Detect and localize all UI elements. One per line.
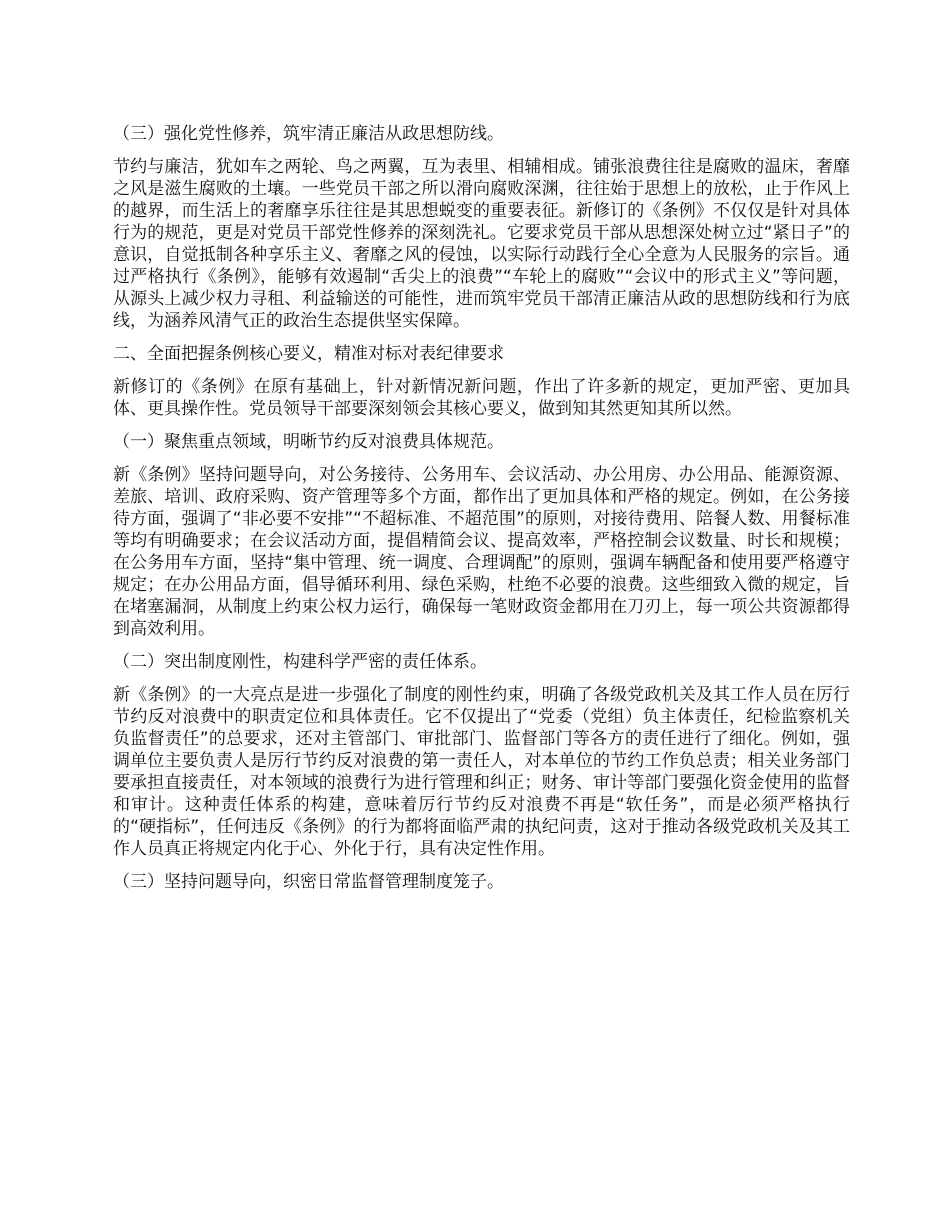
document-page: [113, 123, 850, 904]
paragraph-key-areas-details: 新《条例》坚持问题导向，对公务接待、公务用车、会议活动、办公用房、办公用品、能源资源、差旅、培训、政府采购、资产管理等多个方面，都作出了更加具体和严格的规定。例如，在公务接待方面，强调了“非必要不安排”“不超标准、不超范围”的原则，对接待费用、陪餐人数、用餐标准等均有明确要求；在会议活动方面，提倡精简会议、提高效率，严格控制会议数量、时长和规模；在公务用车方面，坚持“集中管理、统一调度、合理调配”的原则，强调车辆配备和使用要严格遵守规定；在办公用品方面，倡导循环利用、绿色采购，杜绝不必要的浪费。这些细致入微的规定，旨在堵塞漏洞，从制度上约束公权力运行，确保每一笔财政资金都用在刀刃上，每一项公共资源都得到高效利用。: [113, 465, 850, 639]
paragraph-thrift-and-integrity: 节约与廉洁，犹如车之两轮、鸟之两翼，互为表里、相辅相成。铺张浪费往往是腐败的温床，奢靡之风是滋生腐败的土壤。一些党员干部之所以滑向腐败深渊，往往始于思想上的放松，止于作风上的越界，而生活上的奢靡享乐往往是其思想蜕变的重要表征。新修订的《条例》不仅仅是针对具体行为的规范，更是对党员干部党性修养的深刻洗礼。它要求党员干部从思想深处树立过“紧日子”的意识，自觉抵制各种享乐主义、奢靡之风的侵蚀，以实际行动践行全心全意为人民服务的宗旨。通过严格执行《条例》，能够有效遏制“舌尖上的浪费”“车轮上的腐败”“会议中的形式主义”等问题，从源头上减少权力寻租、利益输送的可能性，进而筑牢党员干部清正廉洁从政的思想防线和行为底线，为涵养风清气正的政治生态提供坚实保障。: [113, 157, 850, 331]
section-heading-responsibility-system: （二）突出制度刚性，构建科学严密的责任体系。: [113, 652, 487, 672]
section-heading-core-essence: 二、全面把握条例核心要义，精准对标对表纪律要求: [113, 344, 504, 364]
paragraph-new-regulations-intro: 新修订的《条例》在原有基础上，针对新情况新问题，作出了许多新的规定，更加严密、更加具体、更具操作性。党员领导干部要深刻领会其核心要义，做到知其然更知其所以然。: [113, 377, 850, 419]
paragraph-responsibility-details: 新《条例》的一大亮点是进一步强化了制度的刚性约束，明确了各级党政机关及其工作人员在厉行节约反对浪费中的职责定位和具体责任。它不仅提出了“党委（党组）负主体责任，纪检监察机关负监督责任”的总要求，还对主管部门、审批部门、监督部门等各方的责任进行了细化。例如，强调单位主要负责人是厉行节约反对浪费的第一责任人，对本单位的节约工作负总责；相关业务部门要承担直接责任，对本领域的浪费行为进行管理和纠正；财务、审计等部门要强化资金使用的监督和审计。这种责任体系的构建，意味着厉行节约反对浪费不再是“软任务”，而是必须严格执行的“硬指标”，任何违反《条例》的行为都将面临严肃的执纪问责，这对于推动各级党政机关及其工作人员真正将规定内化于心、外化于行，具有决定性作用。: [113, 685, 850, 859]
section-heading-problem-oriented: （三）坚持问题导向，织密日常监督管理制度笼子。: [113, 872, 504, 892]
section-heading-key-areas: （一）聚焦重点领域，明晰节约反对浪费具体规范。: [113, 432, 504, 452]
section-heading-strengthen-party-spirit: （三）强化党性修养，筑牢清正廉洁从政思想防线。: [113, 124, 504, 144]
